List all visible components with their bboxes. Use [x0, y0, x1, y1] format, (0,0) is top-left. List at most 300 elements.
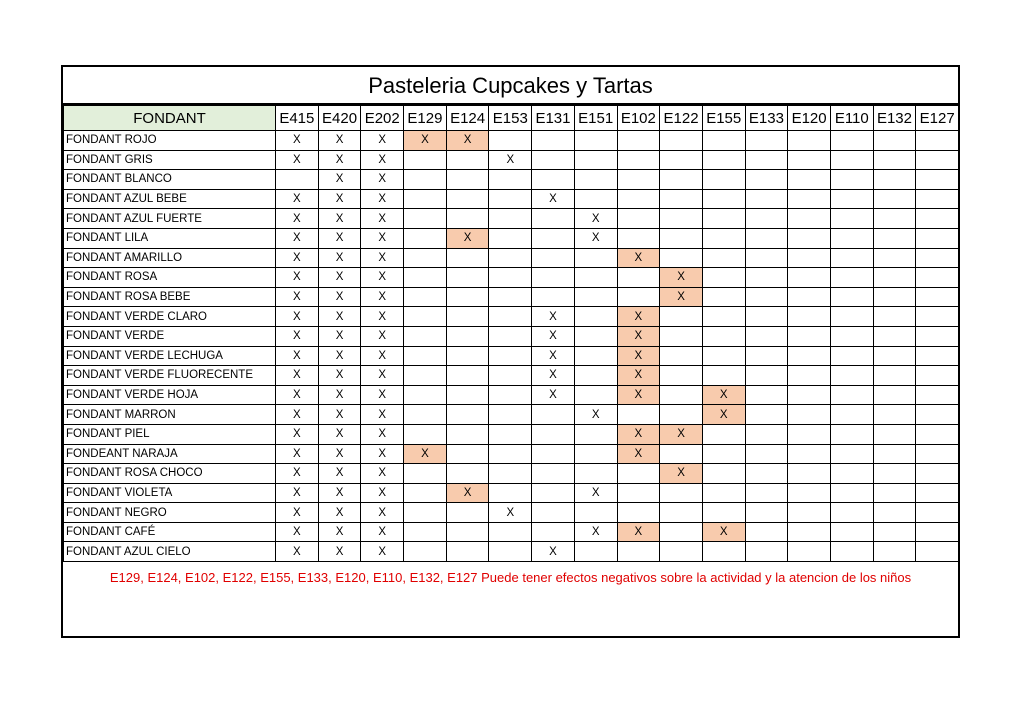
- cell-e131: X: [532, 307, 575, 327]
- cell-e120: [788, 268, 831, 288]
- cell-e102: [617, 464, 660, 484]
- cell-e120: [788, 366, 831, 386]
- cell-e155: [702, 326, 745, 346]
- cell-e129: [404, 209, 447, 229]
- cell-e124: [446, 248, 489, 268]
- cell-e133: [745, 522, 788, 542]
- table-row: [64, 522, 959, 542]
- cell-e132: [873, 522, 916, 542]
- cell-e124: [446, 464, 489, 484]
- cell-e110: [830, 483, 873, 503]
- cell-e420: X: [318, 150, 361, 170]
- cell-e110: [830, 170, 873, 190]
- cell-e420: X: [318, 189, 361, 209]
- cell-e129: X: [404, 444, 447, 464]
- cell-e120: [788, 503, 831, 523]
- cell-e110: [830, 326, 873, 346]
- cell-e133: [745, 464, 788, 484]
- cell-e420: X: [318, 131, 361, 151]
- cell-e153: [489, 522, 532, 542]
- cell-e127: [916, 268, 959, 288]
- cell-e120: [788, 346, 831, 366]
- cell-e127: [916, 228, 959, 248]
- cell-e120: [788, 326, 831, 346]
- cell-e124: [446, 268, 489, 288]
- fondant-name: FONDANT ROJO: [64, 131, 276, 151]
- cell-e127: [916, 444, 959, 464]
- cell-e120: [788, 464, 831, 484]
- table-row: [64, 366, 959, 386]
- cell-e129: [404, 522, 447, 542]
- cell-e122: [660, 326, 703, 346]
- table-row: [64, 268, 959, 288]
- cell-e155: [702, 346, 745, 366]
- cell-e132: [873, 346, 916, 366]
- cell-e153: [489, 307, 532, 327]
- cell-e151: X: [574, 209, 617, 229]
- cell-e202: X: [361, 131, 404, 151]
- cell-e120: [788, 248, 831, 268]
- fondant-name: FONDANT ROSA BEBE: [64, 287, 276, 307]
- cell-e153: [489, 385, 532, 405]
- cell-e129: [404, 464, 447, 484]
- cell-e415: [276, 170, 319, 190]
- cell-e415: X: [276, 326, 319, 346]
- column-header-e415: E415: [276, 106, 319, 131]
- cell-e122: X: [660, 424, 703, 444]
- cell-e129: [404, 326, 447, 346]
- cell-e102: [617, 405, 660, 425]
- cell-e122: [660, 131, 703, 151]
- cell-e127: [916, 424, 959, 444]
- cell-e122: [660, 522, 703, 542]
- column-header-e151: E151: [574, 106, 617, 131]
- cell-e120: [788, 424, 831, 444]
- cell-e102: X: [617, 326, 660, 346]
- cell-e153: [489, 170, 532, 190]
- cell-e110: [830, 405, 873, 425]
- cell-e133: [745, 150, 788, 170]
- cell-e133: [745, 483, 788, 503]
- cell-e133: [745, 444, 788, 464]
- cell-e124: [446, 170, 489, 190]
- cell-e127: [916, 326, 959, 346]
- fondant-name: FONDANT GRIS: [64, 150, 276, 170]
- cell-e415: X: [276, 405, 319, 425]
- cell-e133: [745, 346, 788, 366]
- column-header-e120: E120: [788, 106, 831, 131]
- cell-e155: [702, 307, 745, 327]
- cell-e110: [830, 248, 873, 268]
- column-header-e133: E133: [745, 106, 788, 131]
- cell-e131: X: [532, 326, 575, 346]
- table-row: [64, 444, 959, 464]
- cell-e151: [574, 268, 617, 288]
- cell-e131: [532, 444, 575, 464]
- cell-e153: [489, 287, 532, 307]
- cell-e122: [660, 209, 703, 229]
- cell-e151: [574, 131, 617, 151]
- cell-e124: [446, 287, 489, 307]
- cell-e202: X: [361, 405, 404, 425]
- cell-e202: X: [361, 150, 404, 170]
- cell-e124: [446, 209, 489, 229]
- cell-e127: [916, 307, 959, 327]
- cell-e110: [830, 503, 873, 523]
- cell-e120: [788, 228, 831, 248]
- cell-e129: [404, 366, 447, 386]
- cell-e127: [916, 209, 959, 229]
- cell-e131: [532, 170, 575, 190]
- cell-e131: [532, 522, 575, 542]
- cell-e133: [745, 307, 788, 327]
- cell-e155: [702, 189, 745, 209]
- cell-e202: X: [361, 444, 404, 464]
- cell-e127: [916, 366, 959, 386]
- cell-e110: [830, 209, 873, 229]
- cell-e120: [788, 385, 831, 405]
- cell-e415: X: [276, 503, 319, 523]
- column-header-e127: E127: [916, 106, 959, 131]
- cell-e415: X: [276, 287, 319, 307]
- fondant-name: FONDANT BLANCO: [64, 170, 276, 190]
- cell-e129: [404, 346, 447, 366]
- cell-e420: X: [318, 287, 361, 307]
- cell-e415: X: [276, 248, 319, 268]
- cell-e110: [830, 522, 873, 542]
- table-row: [64, 346, 959, 366]
- cell-e420: X: [318, 503, 361, 523]
- cell-e202: X: [361, 464, 404, 484]
- cell-e131: [532, 424, 575, 444]
- cell-e151: [574, 248, 617, 268]
- column-header-e132: E132: [873, 106, 916, 131]
- cell-e415: X: [276, 444, 319, 464]
- cell-e127: [916, 189, 959, 209]
- cell-e415: X: [276, 268, 319, 288]
- cell-e153: [489, 444, 532, 464]
- cell-e127: [916, 522, 959, 542]
- cell-e415: X: [276, 150, 319, 170]
- cell-e102: X: [617, 366, 660, 386]
- cell-e120: [788, 170, 831, 190]
- cell-e110: [830, 307, 873, 327]
- cell-e122: X: [660, 268, 703, 288]
- cell-e102: [617, 268, 660, 288]
- cell-e110: [830, 346, 873, 366]
- cell-e202: X: [361, 424, 404, 444]
- cell-e415: X: [276, 385, 319, 405]
- fondant-name: FONDANT VERDE FLUORECENTE: [64, 366, 276, 386]
- cell-e151: X: [574, 483, 617, 503]
- cell-e133: [745, 268, 788, 288]
- cell-e415: X: [276, 228, 319, 248]
- cell-e122: [660, 150, 703, 170]
- fondant-name: FONDANT VERDE CLARO: [64, 307, 276, 327]
- cell-e120: [788, 522, 831, 542]
- cell-e155: [702, 444, 745, 464]
- cell-e155: X: [702, 522, 745, 542]
- cell-e110: [830, 444, 873, 464]
- column-header-e102: E102: [617, 106, 660, 131]
- cell-e102: X: [617, 385, 660, 405]
- cell-e122: [660, 483, 703, 503]
- cell-e153: [489, 268, 532, 288]
- cell-e133: [745, 248, 788, 268]
- cell-e131: [532, 228, 575, 248]
- table-row: [64, 326, 959, 346]
- table-row: [64, 424, 959, 444]
- cell-e132: [873, 170, 916, 190]
- cell-e202: X: [361, 522, 404, 542]
- cell-e155: [702, 366, 745, 386]
- table-row: [64, 150, 959, 170]
- cell-e155: [702, 268, 745, 288]
- cell-e420: X: [318, 385, 361, 405]
- cell-e420: X: [318, 268, 361, 288]
- cell-e129: [404, 503, 447, 523]
- cell-e132: [873, 307, 916, 327]
- cell-e202: X: [361, 385, 404, 405]
- cell-e127: [916, 150, 959, 170]
- cell-e202: X: [361, 307, 404, 327]
- cell-e131: [532, 150, 575, 170]
- cell-e122: [660, 346, 703, 366]
- cell-e132: [873, 385, 916, 405]
- cell-e129: [404, 268, 447, 288]
- cell-e153: X: [489, 150, 532, 170]
- cell-e102: X: [617, 444, 660, 464]
- cell-e129: [404, 228, 447, 248]
- cell-e124: [446, 424, 489, 444]
- cell-e202: X: [361, 542, 404, 562]
- cell-e124: [446, 326, 489, 346]
- cell-e155: [702, 503, 745, 523]
- cell-e155: [702, 464, 745, 484]
- cell-e120: [788, 307, 831, 327]
- fondant-name: FONDANT VERDE: [64, 326, 276, 346]
- cell-e155: [702, 209, 745, 229]
- fondant-name: FONDANT PIEL: [64, 424, 276, 444]
- cell-e102: [617, 287, 660, 307]
- cell-e151: X: [574, 228, 617, 248]
- cell-e420: X: [318, 346, 361, 366]
- cell-e102: X: [617, 424, 660, 444]
- cell-e102: [617, 170, 660, 190]
- cell-e420: X: [318, 542, 361, 562]
- cell-e153: [489, 248, 532, 268]
- cell-e155: [702, 287, 745, 307]
- cell-e131: [532, 248, 575, 268]
- cell-e155: [702, 228, 745, 248]
- cell-e151: [574, 444, 617, 464]
- cell-e133: [745, 366, 788, 386]
- cell-e102: X: [617, 522, 660, 542]
- cell-e133: [745, 228, 788, 248]
- cell-e122: [660, 366, 703, 386]
- cell-e131: X: [532, 346, 575, 366]
- cell-e122: [660, 170, 703, 190]
- cell-e151: [574, 366, 617, 386]
- cell-e155: [702, 483, 745, 503]
- cell-e151: [574, 189, 617, 209]
- cell-e110: [830, 268, 873, 288]
- column-header-e131: E131: [532, 106, 575, 131]
- cell-e122: [660, 405, 703, 425]
- fondant-name: FONDANT AZUL FUERTE: [64, 209, 276, 229]
- cell-e155: X: [702, 405, 745, 425]
- cell-e122: [660, 189, 703, 209]
- cell-e202: X: [361, 503, 404, 523]
- cell-e102: X: [617, 307, 660, 327]
- cell-e415: X: [276, 307, 319, 327]
- cell-e155: [702, 424, 745, 444]
- cell-e151: [574, 326, 617, 346]
- cell-e131: [532, 209, 575, 229]
- cell-e127: [916, 170, 959, 190]
- cell-e127: [916, 248, 959, 268]
- cell-e110: [830, 464, 873, 484]
- cell-e102: [617, 503, 660, 523]
- cell-e122: [660, 228, 703, 248]
- cell-e122: [660, 385, 703, 405]
- cell-e131: X: [532, 366, 575, 386]
- fondant-name: FONDANT ROSA: [64, 268, 276, 288]
- cell-e122: [660, 503, 703, 523]
- cell-e151: [574, 287, 617, 307]
- cell-e127: [916, 464, 959, 484]
- cell-e415: X: [276, 366, 319, 386]
- table-row: [64, 464, 959, 484]
- fondant-name: FONDANT AZUL BEBE: [64, 189, 276, 209]
- cell-e131: [532, 503, 575, 523]
- fondant-name: FONDANT MARRON: [64, 405, 276, 425]
- cell-e153: [489, 483, 532, 503]
- cell-e127: [916, 483, 959, 503]
- fondant-name: FONDANT VIOLETA: [64, 483, 276, 503]
- cell-e110: [830, 424, 873, 444]
- cell-e151: [574, 464, 617, 484]
- cell-e129: [404, 483, 447, 503]
- cell-e133: [745, 131, 788, 151]
- cell-e110: [830, 366, 873, 386]
- cell-e133: [745, 189, 788, 209]
- cell-e155: [702, 131, 745, 151]
- cell-e127: [916, 287, 959, 307]
- fondant-name: FONDANT AZUL CIELO: [64, 542, 276, 562]
- cell-e151: X: [574, 522, 617, 542]
- cell-e131: X: [532, 189, 575, 209]
- cell-e131: X: [532, 542, 575, 562]
- additive-table: [63, 105, 959, 562]
- table-row: [64, 503, 959, 523]
- cell-e129: [404, 150, 447, 170]
- cell-e131: [532, 131, 575, 151]
- column-header-e420: E420: [318, 106, 361, 131]
- cell-e132: [873, 405, 916, 425]
- page-title: Pasteleria Cupcakes y Tartas: [63, 67, 958, 105]
- cell-e127: [916, 385, 959, 405]
- cell-e133: [745, 385, 788, 405]
- cell-e120: [788, 287, 831, 307]
- cell-e153: [489, 189, 532, 209]
- cell-e420: X: [318, 522, 361, 542]
- cell-e202: X: [361, 287, 404, 307]
- column-header-e155: E155: [702, 106, 745, 131]
- cell-e415: X: [276, 189, 319, 209]
- cell-e132: [873, 248, 916, 268]
- cell-e132: [873, 483, 916, 503]
- cell-e127: [916, 503, 959, 523]
- cell-e420: X: [318, 444, 361, 464]
- cell-e151: [574, 385, 617, 405]
- cell-e124: [446, 346, 489, 366]
- cell-e120: [788, 150, 831, 170]
- cell-e131: X: [532, 385, 575, 405]
- cell-e110: [830, 287, 873, 307]
- cell-e129: [404, 287, 447, 307]
- cell-e102: X: [617, 346, 660, 366]
- cell-e124: X: [446, 131, 489, 151]
- table-row: [64, 189, 959, 209]
- cell-e129: [404, 189, 447, 209]
- cell-e122: X: [660, 287, 703, 307]
- cell-e132: [873, 150, 916, 170]
- cell-e124: X: [446, 483, 489, 503]
- cell-e415: X: [276, 483, 319, 503]
- cell-e153: [489, 366, 532, 386]
- cell-e122: X: [660, 464, 703, 484]
- cell-e420: X: [318, 326, 361, 346]
- cell-e124: [446, 150, 489, 170]
- column-header-e129: E129: [404, 106, 447, 131]
- cell-e133: [745, 503, 788, 523]
- cell-e202: X: [361, 483, 404, 503]
- cell-e155: [702, 248, 745, 268]
- cell-e133: [745, 170, 788, 190]
- cell-e420: X: [318, 248, 361, 268]
- cell-e131: [532, 268, 575, 288]
- cell-e420: X: [318, 366, 361, 386]
- table-row: [64, 385, 959, 405]
- cell-e153: [489, 209, 532, 229]
- cell-e127: [916, 405, 959, 425]
- cell-e151: [574, 170, 617, 190]
- cell-e202: X: [361, 346, 404, 366]
- column-header-e122: E122: [660, 106, 703, 131]
- cell-e120: [788, 483, 831, 503]
- cell-e420: X: [318, 464, 361, 484]
- cell-e420: X: [318, 307, 361, 327]
- cell-e120: [788, 189, 831, 209]
- header-row: [64, 106, 959, 131]
- cell-e155: [702, 150, 745, 170]
- cell-e420: X: [318, 483, 361, 503]
- cell-e415: X: [276, 346, 319, 366]
- column-header-e153: E153: [489, 106, 532, 131]
- cell-e102: [617, 189, 660, 209]
- cell-e151: [574, 307, 617, 327]
- fondant-name: FONDANT VERDE HOJA: [64, 385, 276, 405]
- cell-e129: [404, 405, 447, 425]
- cell-e133: [745, 326, 788, 346]
- cell-e131: [532, 483, 575, 503]
- cell-e102: X: [617, 248, 660, 268]
- table-row: [64, 405, 959, 425]
- warning-note: E129, E124, E102, E122, E155, E133, E120, E110, E132, E127 Puede tener efectos negativos sobre la actividad y la atencion de los niños: [109, 570, 912, 585]
- cell-e124: [446, 444, 489, 464]
- cell-e132: [873, 228, 916, 248]
